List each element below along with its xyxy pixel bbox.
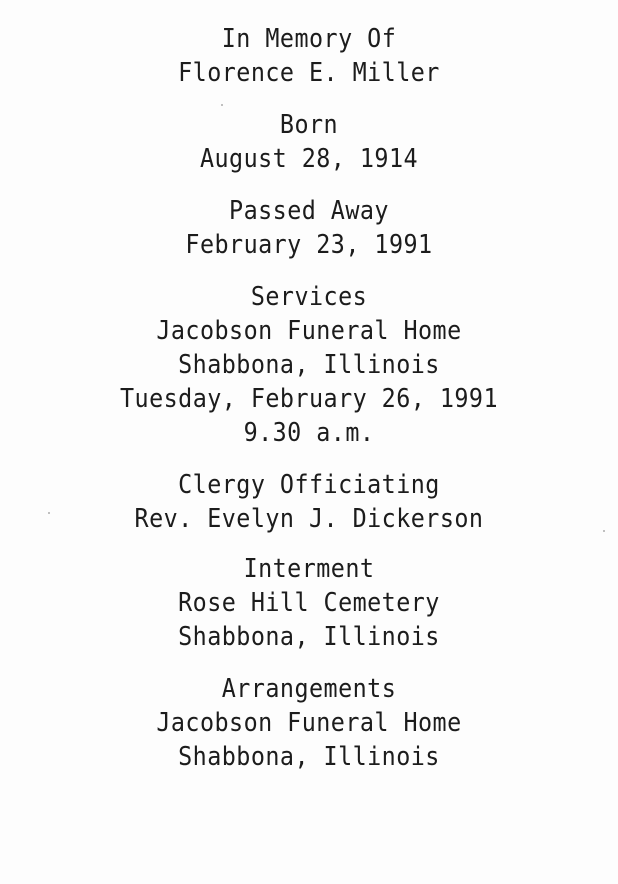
arrangements-town: Shabbona, Illinois — [178, 742, 440, 772]
interment-town: Shabbona, Illinois — [178, 622, 440, 652]
interment-label: Interment — [243, 554, 375, 584]
services-date: Tuesday, February 26, 1991 — [119, 384, 498, 414]
clergy-label: Clergy Officiating — [178, 470, 440, 500]
arrangements-label: Arrangements — [221, 674, 397, 704]
passed-label: Passed Away — [229, 196, 389, 226]
passed-date: February 23, 1991 — [185, 230, 433, 260]
services-place: Jacobson Funeral Home — [156, 316, 462, 346]
paper-speck — [221, 104, 223, 106]
memorial-heading: In Memory Of — [221, 24, 397, 54]
services-time: 9.30 a.m. — [243, 418, 375, 448]
clergy-name: Rev. Evelyn J. Dickerson — [134, 504, 484, 534]
paper-speck — [603, 530, 605, 532]
arrangements-place: Jacobson Funeral Home — [156, 708, 462, 738]
services-label: Services — [250, 282, 368, 312]
born-label: Born — [279, 110, 339, 140]
born-date: August 28, 1914 — [199, 144, 419, 174]
interment-place: Rose Hill Cemetery — [178, 588, 440, 618]
services-town: Shabbona, Illinois — [178, 350, 440, 380]
deceased-name: Florence E. Miller — [178, 58, 440, 88]
